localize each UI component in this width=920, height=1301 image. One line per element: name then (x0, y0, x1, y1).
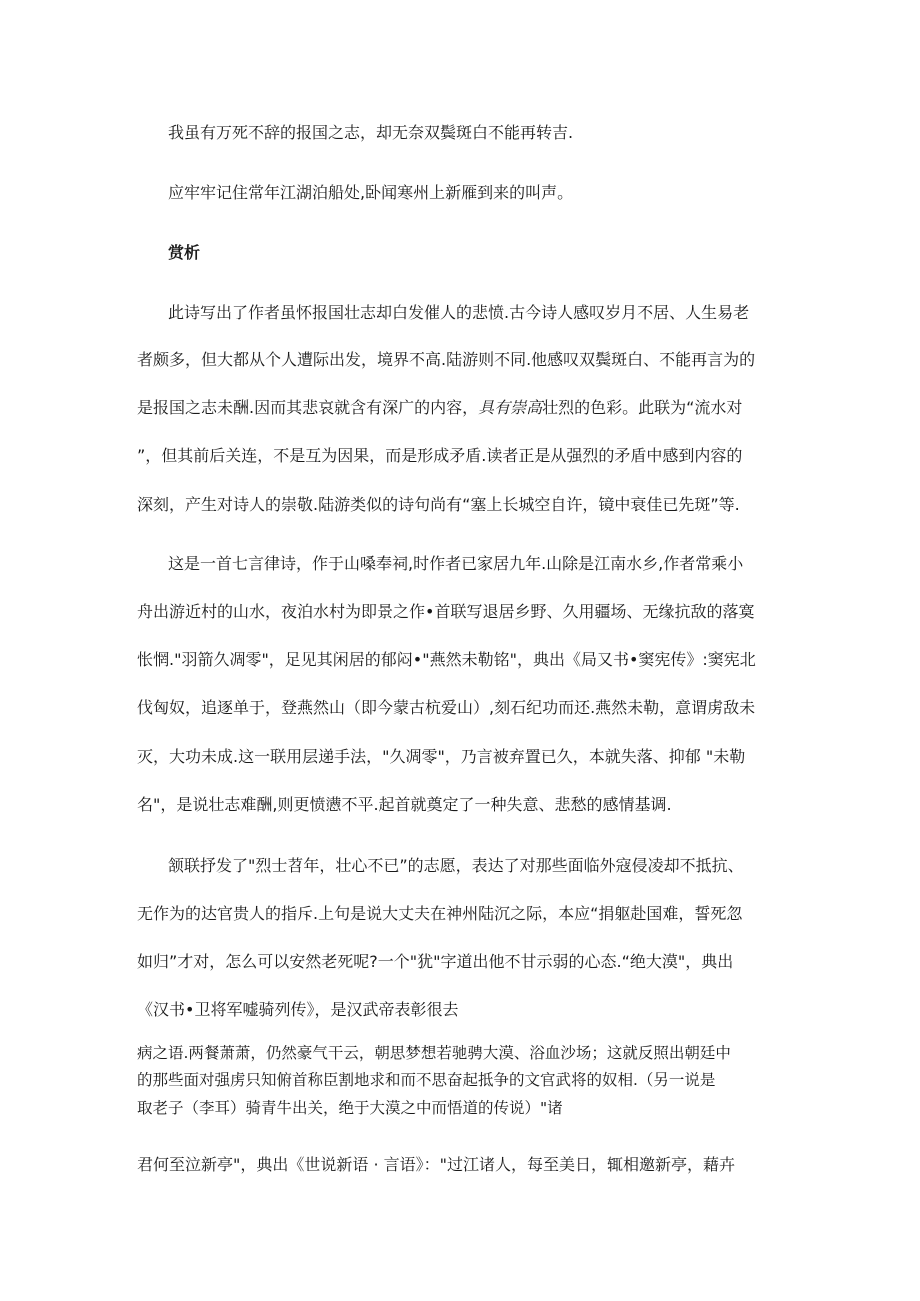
analysis-p5-line: 君何至泣新亭"，典出《世说新语 · 言语》："过江诸人，每至美日，辄相邀新亭，藉卉 (137, 1155, 735, 1174)
analysis-p2-line: 怅惘."羽箭久凋零"，足见其闲居的郁闷•"燕然未勒铭"，典出《局又书•窦宪传》:窦宪北 (137, 650, 756, 669)
analysis-p3-line: 颔联抒发了"烈士苕年，壮心不已”的志愿，表达了对那些面临外寇侵凌却不抵抗、 (168, 856, 744, 875)
analysis-p3-line: 如归”才对，怎么可以安然老死呢?一个"犹"字道出他不甘示弱的心态.“绝大漠"，典出 (137, 952, 734, 971)
analysis-p2-line: 名"，是说壮志难酬,则更愤懑不平.起首就奠定了一种失意、悲愁的感情基调. (137, 795, 672, 814)
section-heading: 赏析 (168, 243, 201, 262)
text-run: 壮烈的色彩。此联为“流水对 (542, 398, 743, 417)
analysis-p4-line: 取老子（李耳）骑青牛出关，绝于大漠之中而悟道的传说）"诸 (137, 1099, 563, 1117)
analysis-p3-line: 无作为的达官贵人的指斥.上句是说大丈夫在神州陆沉之际，本应“捐躯赴国难，誓死忽 (137, 904, 743, 923)
analysis-p2-line: 舟出游近村的山水，夜泊水村为即景之作•首联写退居乡野、久用疆场、无缘抗敌的落寞 (137, 602, 755, 621)
analysis-p2-line: 伐匈奴，追逐单于，登燕然山（即今蒙古杭爱山）,刻石纪功而还.燕然未勒，意谓虏敌未 (137, 698, 756, 717)
poem-line-2: 应牢牢记住常年江湖泊船处,卧闻寒州上新雁到来的叫声。 (168, 183, 574, 202)
analysis-p2-line: 这是一首七言律诗，作于山嗓奉祠,时作者已家居九年.山除是江南水乡,作者常乘小 (168, 554, 744, 573)
analysis-p2-line: 灭，大功未成.这一联用层递手法，"久凋零"，乃言被弃置已久，本就失落、抑郁 "未勒 (137, 747, 746, 766)
analysis-p4-line: 病之语.两餐萧萧，仍然豪气干云，朝思梦想若驰骋大漠、浴血沙场；这就反照出朝廷中 (137, 1044, 731, 1062)
text-run: 是报国之志未酬.因而其悲哀就含有深广的内容， (137, 398, 479, 417)
analysis-p3-line: 《汉书•卫将军嘘骑列传》，是汉武帝表彰很去 (137, 1000, 459, 1019)
analysis-p1-line (137, 398, 742, 418)
poem-line-1: 我虽有万死不辞的报国之志，却无奈双鬓斑白不能再转吉. (168, 123, 574, 142)
analysis-p1-line: ”，但其前后关连，不是互为因果，而是形成矛盾.读者正是从强烈的矛盾中感到内容的 (137, 446, 743, 465)
analysis-p1-line: 此诗写出了作者虽怀报国壮志却白发催人的悲愤.古今诗人感叹岁月不居、人生易老 (168, 303, 750, 322)
analysis-p1-line: 者颇多，但大都从个人遭际出发，境界不高.陆游则不同.他感叹双鬓斑白、不能再言为的 (137, 350, 756, 369)
italic-text-run: 具有崇高 (478, 398, 543, 417)
analysis-p4-line: 的那些面对强虏只知俯首称臣割地求和而不思奋起抵争的文官武将的奴相.（另一说是 (137, 1071, 716, 1089)
analysis-p1-line: 深刻，产生对诗人的崇敬.陆游类似的诗句尚有“塞上长城空自许，镜中衰佳已先斑”等. (137, 495, 740, 514)
